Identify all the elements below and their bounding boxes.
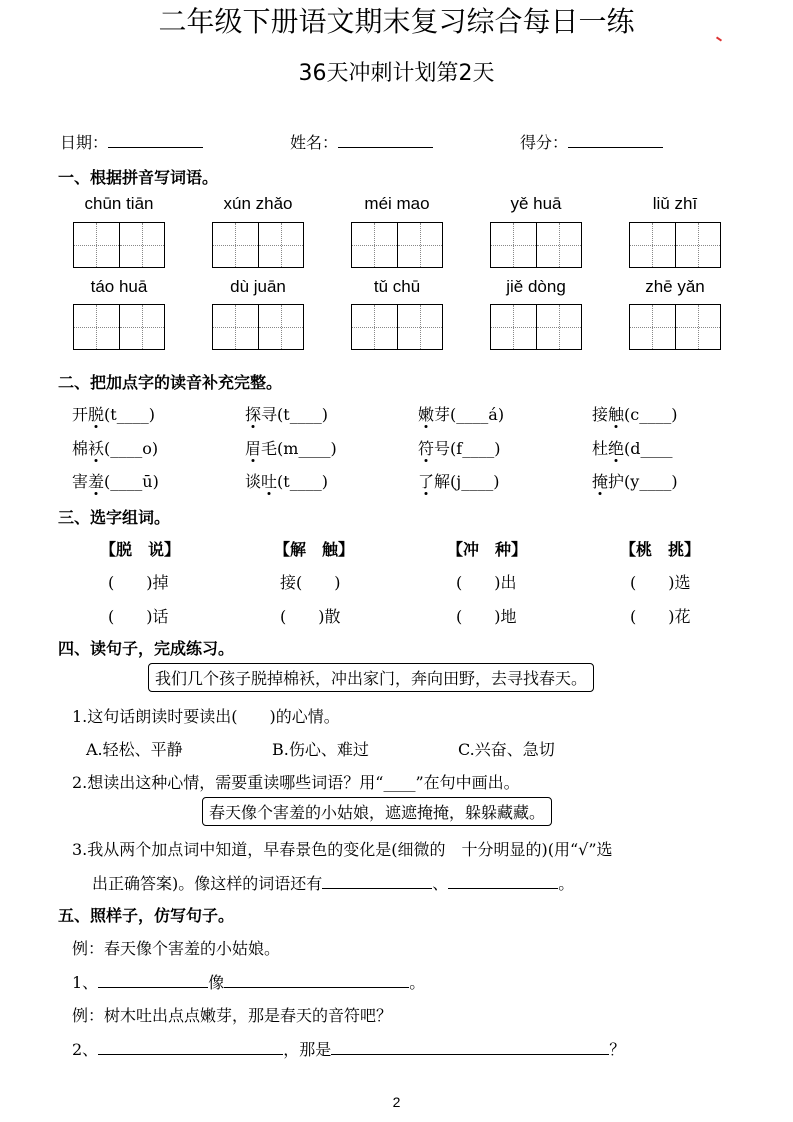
line1-blank-2[interactable] <box>224 987 409 988</box>
emphasis-dot <box>252 459 255 462</box>
q3-sep: 、 <box>432 874 449 893</box>
reading-item[interactable] <box>72 402 155 425</box>
tianzi-cell[interactable] <box>630 305 676 349</box>
pinyin-label: yě huā <box>510 194 562 213</box>
sentence-box-1: 我们几个孩子脱掉棉袄，冲出家门，奔向田野，去寻找春天。 <box>148 663 594 692</box>
date-field <box>60 130 203 153</box>
tianzi-cell[interactable] <box>491 305 537 349</box>
imitation-line-2 <box>72 1037 625 1060</box>
pinyin-blank[interactable]: (j____) <box>450 472 500 491</box>
char-a: 害 <box>72 472 89 491</box>
char-a: 棉 <box>72 439 89 458</box>
reading-item[interactable] <box>592 436 673 459</box>
pinyin-blank[interactable]: (____o) <box>104 439 159 458</box>
word-blank[interactable]: ( )地 <box>456 607 517 626</box>
char-b: 毛 <box>261 439 278 458</box>
pinyin-blank[interactable]: (y____) <box>624 472 678 491</box>
tianzi-writing-box[interactable] <box>351 222 443 268</box>
example-1: 例：春天像个害羞的小姑娘。 <box>72 939 281 958</box>
pinyin-blank[interactable]: (c____) <box>624 405 678 424</box>
pinyin-blank[interactable]: (m____) <box>277 439 337 458</box>
word-blank[interactable]: 接( ) <box>280 573 341 592</box>
tianzi-cell[interactable] <box>630 223 676 267</box>
tianzi-cell[interactable] <box>398 305 443 349</box>
score-label: 得分： <box>520 133 569 152</box>
char-b: 寻 <box>261 405 278 424</box>
char-a: 眉 <box>245 436 261 459</box>
q3-blank-2[interactable] <box>448 888 558 889</box>
reading-item[interactable] <box>245 436 337 459</box>
char-a: 接 <box>592 405 609 424</box>
reading-item[interactable] <box>418 436 500 459</box>
emphasis-dot <box>615 459 618 462</box>
tianzi-writing-box[interactable] <box>212 222 304 268</box>
q3-end: 。 <box>558 874 575 893</box>
emphasis-dot <box>268 492 271 495</box>
char-a: 杜 <box>592 439 609 458</box>
reading-item[interactable] <box>245 402 328 425</box>
pinyin-label: táo huā <box>90 277 148 296</box>
section5-heading: 五、照样子，仿写句子。 <box>58 906 235 925</box>
pinyin-blank[interactable]: (t____) <box>277 405 328 424</box>
reading-item[interactable] <box>418 402 504 425</box>
emphasis-dot <box>599 492 602 495</box>
tianzi-writing-box[interactable] <box>73 304 165 350</box>
reading-item[interactable] <box>592 402 677 425</box>
emphasis-dot <box>95 459 98 462</box>
char-a: 开 <box>72 405 89 424</box>
date-blank[interactable] <box>108 147 203 148</box>
char-a: 符 <box>418 436 434 459</box>
char-pair: 【解 触】 <box>274 540 355 559</box>
word-blank[interactable]: ( )出 <box>456 573 517 592</box>
tianzi-cell[interactable] <box>676 223 721 267</box>
tianzi-cell[interactable] <box>352 305 398 349</box>
section3-heading: 三、选字组词。 <box>58 508 171 527</box>
line2-blank-2[interactable] <box>331 1054 609 1055</box>
char-a: 嫩 <box>418 402 434 425</box>
reading-item[interactable] <box>418 469 499 492</box>
tianzi-writing-box[interactable] <box>73 222 165 268</box>
pinyin-label: dù juān <box>230 277 286 296</box>
emphasis-dot <box>95 492 98 495</box>
q3-text: 出正确答案)。像这样的词语还有 <box>92 874 323 893</box>
tianzi-cell[interactable] <box>74 223 120 267</box>
q3-blank-1[interactable] <box>322 888 432 889</box>
tianzi-cell[interactable] <box>259 223 304 267</box>
pinyin-label: liǔ zhī <box>652 194 698 213</box>
char-pair: 【桃 挑】 <box>620 540 701 559</box>
char-b: 脱 <box>88 402 104 425</box>
section1-heading: 一、根据拼音写词语。 <box>58 168 219 187</box>
char-pair: 【脱 说】 <box>100 540 181 559</box>
score-blank[interactable] <box>568 147 663 148</box>
char-b: 触 <box>608 402 624 425</box>
tianzi-writing-box[interactable] <box>629 222 721 268</box>
tianzi-writing-box[interactable] <box>490 222 582 268</box>
date-label: 日期： <box>60 133 109 152</box>
emphasis-dot <box>95 425 98 428</box>
tianzi-writing-box[interactable] <box>351 304 443 350</box>
char-b: 芽 <box>434 405 451 424</box>
pinyin-blank[interactable]: (d____ <box>624 439 673 458</box>
emphasis-dot <box>615 425 618 428</box>
page-subtitle: 36天冲刺计划第2天 <box>298 61 495 86</box>
pinyin-label: xún zhǎo <box>223 194 293 213</box>
option-c[interactable]: C.兴奋、急切 <box>458 740 555 759</box>
name-field <box>290 130 433 153</box>
reading-item[interactable] <box>592 469 678 492</box>
option-b[interactable]: B.伤心、难过 <box>272 740 369 759</box>
page-number: 2 <box>392 1094 401 1110</box>
tianzi-writing-box[interactable] <box>629 304 721 350</box>
question-1: 1.这句话朗读时要读出( )的心情。 <box>72 707 340 726</box>
pinyin-blank[interactable]: (t____) <box>104 405 155 424</box>
char-b: 号 <box>434 439 451 458</box>
page-title: 二年级下册语文期末复习综合每日一练 <box>158 5 635 38</box>
tianzi-cell[interactable] <box>491 223 537 267</box>
tianzi-cell[interactable] <box>259 305 304 349</box>
tianzi-cell[interactable] <box>74 305 120 349</box>
tianzi-cell[interactable] <box>398 223 443 267</box>
word-blank[interactable]: ( )散 <box>280 607 341 626</box>
emphasis-dot <box>425 492 428 495</box>
char-b: 解 <box>434 472 451 491</box>
tianzi-cell[interactable] <box>120 305 165 349</box>
tianzi-cell[interactable] <box>537 223 582 267</box>
line2-mid: ，那是 <box>283 1040 332 1059</box>
pinyin-label: tǔ chū <box>373 277 421 296</box>
tianzi-cell[interactable] <box>213 223 259 267</box>
tianzi-writing-box[interactable] <box>490 304 582 350</box>
word-blank[interactable]: ( )掉 <box>108 573 169 592</box>
char-b: 绝 <box>608 436 624 459</box>
pinyin-label: jiě dòng <box>506 277 566 296</box>
line2-end: ？ <box>609 1040 626 1059</box>
pinyin-blank[interactable]: (____ū) <box>104 472 159 491</box>
char-b: 羞 <box>88 469 104 492</box>
char-b: 吐 <box>261 469 277 492</box>
pinyin-label: méi mao <box>364 194 430 213</box>
char-a: 掩 <box>592 469 608 492</box>
char-a: 谈 <box>245 472 262 491</box>
emphasis-dot <box>425 425 428 428</box>
option-a[interactable]: A.轻松、平静 <box>86 740 183 759</box>
line1-mid: 像 <box>208 973 225 992</box>
tianzi-cell[interactable] <box>213 305 259 349</box>
pinyin-blank[interactable]: (t____) <box>277 472 328 491</box>
pinyin-label: chūn tiān <box>84 194 154 213</box>
char-b: 袄 <box>88 436 104 459</box>
char-a: 了 <box>418 469 434 492</box>
word-blank[interactable]: ( )花 <box>630 607 691 626</box>
pinyin-blank[interactable]: (____á) <box>450 405 505 424</box>
char-b: 护 <box>608 472 625 491</box>
tianzi-cell[interactable] <box>537 305 582 349</box>
tianzi-cell[interactable] <box>352 223 398 267</box>
imitation-line-1 <box>72 970 425 993</box>
word-blank[interactable]: ( )选 <box>630 573 691 592</box>
line1-number: 1、 <box>72 973 99 992</box>
section4-heading: 四、读句子，完成练习。 <box>58 639 235 658</box>
question-2: 2.想读出这种心情，需要重读哪些词语？用“____”在句中画出。 <box>72 773 520 792</box>
char-pair: 【冲 种】 <box>447 540 528 559</box>
score-field <box>520 130 663 153</box>
reading-item[interactable] <box>72 469 159 492</box>
emphasis-dot <box>252 425 255 428</box>
tianzi-cell[interactable] <box>120 223 165 267</box>
reading-item[interactable] <box>72 436 158 459</box>
pinyin-label: zhē yǎn <box>645 277 705 296</box>
emphasis-dot <box>425 459 428 462</box>
line1-blank-1[interactable] <box>98 987 208 988</box>
question-3-line1: 3.我从两个加点词中知道，早春景色的变化是(细微的 十分明显的)(用“√”选 <box>72 840 613 859</box>
word-blank[interactable]: ( )话 <box>108 607 169 626</box>
example-2: 例：树木吐出点点嫩芽，那是春天的音符吧？ <box>72 1006 393 1025</box>
pinyin-blank[interactable]: (f____) <box>450 439 501 458</box>
question-3-line2 <box>92 871 574 894</box>
char-a: 探 <box>245 402 261 425</box>
line1-end: 。 <box>409 973 426 992</box>
name-label: 姓名： <box>290 133 339 152</box>
section2-heading: 二、把加点字的读音补充完整。 <box>58 373 283 392</box>
reading-item[interactable] <box>245 469 328 492</box>
tianzi-cell[interactable] <box>676 305 721 349</box>
tianzi-writing-box[interactable] <box>212 304 304 350</box>
name-blank[interactable] <box>338 147 433 148</box>
sentence-box-2: 春天像个害羞的小姑娘，遮遮掩掩，躲躲藏藏。 <box>202 797 552 826</box>
line2-blank-1[interactable] <box>98 1054 283 1055</box>
line2-number: 2、 <box>72 1040 99 1059</box>
